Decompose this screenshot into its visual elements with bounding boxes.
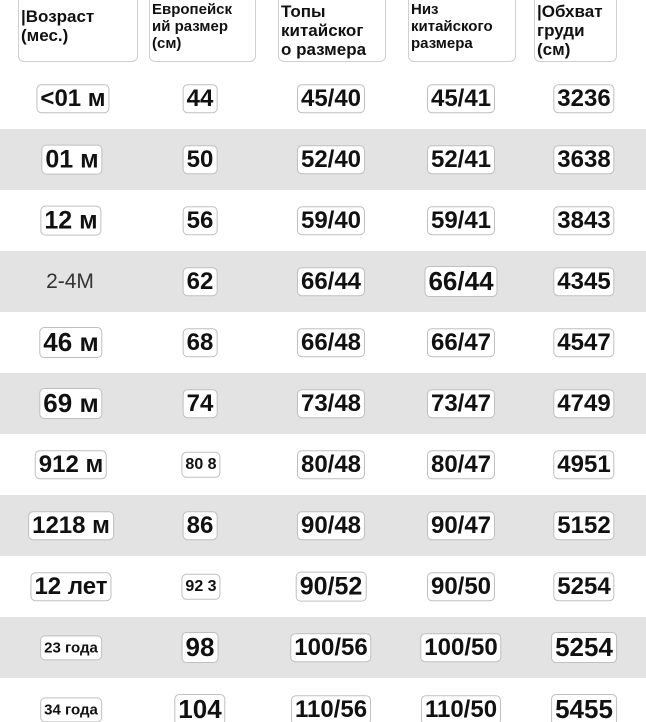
header-eu-line: (см) (152, 34, 182, 52)
header-top-line: о размера (281, 40, 367, 60)
eu-size-cell (183, 206, 218, 236)
cn-top-value: 100/56 (290, 633, 371, 663)
header-bottom-line: китайского (411, 17, 493, 35)
chest-cell (551, 632, 617, 664)
chest-value: 3843 (553, 206, 614, 236)
age-cell (30, 572, 111, 602)
cn-bottom-value: 110/50 (421, 695, 501, 722)
eu-size-cell (174, 694, 225, 722)
table-row (0, 312, 646, 373)
header-eu-size (149, 0, 256, 62)
eu-size-value: 56 (183, 206, 218, 236)
header-top-line: Топы (281, 2, 326, 21)
cn-top-cell (297, 450, 365, 480)
age-value: 01 м (41, 144, 102, 175)
cn-bottom-cell (424, 266, 497, 298)
eu-size-value: 104 (174, 694, 225, 722)
age-value: 912 м (35, 450, 107, 480)
cn-top-cell (297, 206, 365, 236)
age-cell (36, 84, 109, 114)
cn-top-value: 66/48 (297, 328, 365, 358)
age-value: <01 м (36, 84, 109, 114)
header-bottom-line: Низ (411, 1, 439, 18)
header-cn-top (278, 0, 386, 62)
age-cell (39, 388, 102, 420)
age-cell (41, 144, 102, 175)
eu-size-value: 92 3 (181, 573, 220, 599)
age-cell (40, 205, 101, 236)
chest-cell (553, 145, 614, 175)
eu-size-cell (183, 389, 218, 419)
table-row (0, 678, 646, 722)
eu-size-value: 50 (183, 145, 218, 175)
header-cn-bottom (408, 0, 516, 62)
age-value: 46 м (39, 327, 102, 359)
cn-top-value: 45/40 (297, 84, 365, 114)
age-value: 1218 м (28, 511, 114, 541)
chest-value: 3638 (553, 145, 614, 175)
cn-bottom-cell (420, 633, 501, 663)
cn-bottom-value: 100/50 (420, 633, 501, 663)
header-age-line: (мес.) (21, 26, 69, 46)
eu-size-cell (183, 267, 218, 297)
table-row (0, 434, 646, 495)
cn-bottom-value: 66/44 (424, 266, 497, 298)
header-bottom-line: размера (411, 34, 473, 52)
age-cell (28, 511, 114, 541)
cn-top-value: 59/40 (297, 206, 365, 236)
cn-bottom-value: 73/47 (427, 389, 495, 419)
cn-bottom-cell (427, 84, 495, 114)
eu-size-value: 44 (183, 84, 218, 114)
cn-bottom-value: 52/41 (427, 145, 495, 175)
table-row (0, 190, 646, 251)
eu-size-value: 74 (183, 389, 218, 419)
eu-size-value: 98 (182, 632, 219, 664)
age-value: 2-4M (46, 269, 94, 293)
cn-bottom-value: 80/47 (427, 450, 495, 480)
chest-value: 3236 (553, 84, 614, 114)
cn-top-cell (297, 328, 365, 358)
eu-size-value: 86 (183, 511, 218, 541)
header-top-line: китайског (281, 21, 364, 41)
chest-cell (553, 572, 614, 602)
chest-cell (553, 267, 614, 297)
cn-bottom-cell (427, 328, 495, 358)
cn-top-cell (291, 695, 371, 722)
cn-bottom-cell (427, 450, 495, 480)
table-header (0, 0, 646, 66)
cn-top-cell (297, 267, 365, 297)
chest-cell (553, 389, 614, 419)
age-value: 34 года (40, 697, 102, 722)
cn-bottom-cell (427, 145, 495, 175)
chest-cell (553, 511, 614, 541)
age-value: 12 лет (30, 572, 111, 602)
header-age-line: |Возраст (21, 7, 95, 26)
header-chest-line: (см) (537, 40, 571, 60)
cn-top-value: 110/56 (291, 695, 371, 722)
eu-size-value: 62 (183, 267, 218, 297)
header-age (18, 0, 138, 62)
cn-bottom-value: 90/50 (427, 572, 495, 602)
chest-value: 4749 (553, 389, 614, 419)
cn-top-cell (296, 571, 367, 602)
cn-top-value: 66/44 (297, 267, 365, 297)
cn-bottom-cell (427, 572, 495, 602)
eu-size-value: 68 (183, 328, 218, 358)
age-value: 12 м (40, 205, 101, 236)
chest-value: 4345 (553, 267, 614, 297)
cn-bottom-cell (427, 511, 495, 541)
table-row (0, 495, 646, 556)
table-row (0, 617, 646, 678)
cn-top-value: 80/48 (297, 450, 365, 480)
header-chest-line: |Обхват (537, 2, 603, 21)
cn-top-cell (290, 633, 371, 663)
eu-size-cell (182, 632, 219, 664)
eu-size-cell (183, 511, 218, 541)
cn-top-value: 73/48 (297, 389, 365, 419)
table-row (0, 129, 646, 190)
chest-value: 5254 (551, 632, 617, 664)
chest-value: 4951 (553, 450, 614, 480)
cn-bottom-value: 90/47 (427, 511, 495, 541)
chest-cell (553, 206, 614, 236)
cn-bottom-value: 45/41 (427, 84, 495, 114)
cn-bottom-cell (421, 695, 501, 722)
cn-top-cell (297, 511, 365, 541)
eu-size-cell (181, 451, 220, 477)
header-eu-line: ий размер (152, 17, 228, 35)
age-cell (35, 450, 107, 480)
cn-bottom-cell (427, 206, 495, 236)
header-eu-line: Европейск (152, 1, 233, 18)
eu-size-cell (183, 328, 218, 358)
eu-size-value: 80 8 (181, 451, 220, 477)
cn-top-value: 90/48 (297, 511, 365, 541)
table-row (0, 373, 646, 434)
chest-value: 5254 (553, 572, 614, 602)
chest-cell (551, 694, 617, 722)
table-row (0, 251, 646, 312)
chest-cell (553, 450, 614, 480)
eu-size-cell (181, 573, 220, 599)
cn-top-value: 52/40 (297, 145, 365, 175)
age-value: 69 м (39, 388, 102, 420)
age-cell (39, 327, 102, 359)
cn-top-value: 90/52 (296, 571, 367, 602)
header-chest-line: груди (537, 21, 585, 41)
chest-value: 5455 (551, 694, 617, 722)
header-chest (534, 0, 617, 62)
cn-bottom-value: 66/47 (427, 328, 495, 358)
chest-cell (553, 328, 614, 358)
cn-top-cell (297, 389, 365, 419)
eu-size-cell (183, 84, 218, 114)
age-cell (40, 697, 102, 722)
cn-top-cell (297, 145, 365, 175)
chest-value: 4547 (553, 328, 614, 358)
cn-bottom-cell (427, 389, 495, 419)
table-row (0, 68, 646, 129)
age-cell (46, 270, 94, 294)
cn-bottom-value: 59/41 (427, 206, 495, 236)
eu-size-cell (183, 145, 218, 175)
table-row (0, 556, 646, 617)
age-value: 23 года (40, 635, 102, 660)
chest-cell (553, 84, 614, 114)
cn-top-cell (297, 84, 365, 114)
age-cell (40, 635, 102, 660)
chest-value: 5152 (553, 511, 614, 541)
